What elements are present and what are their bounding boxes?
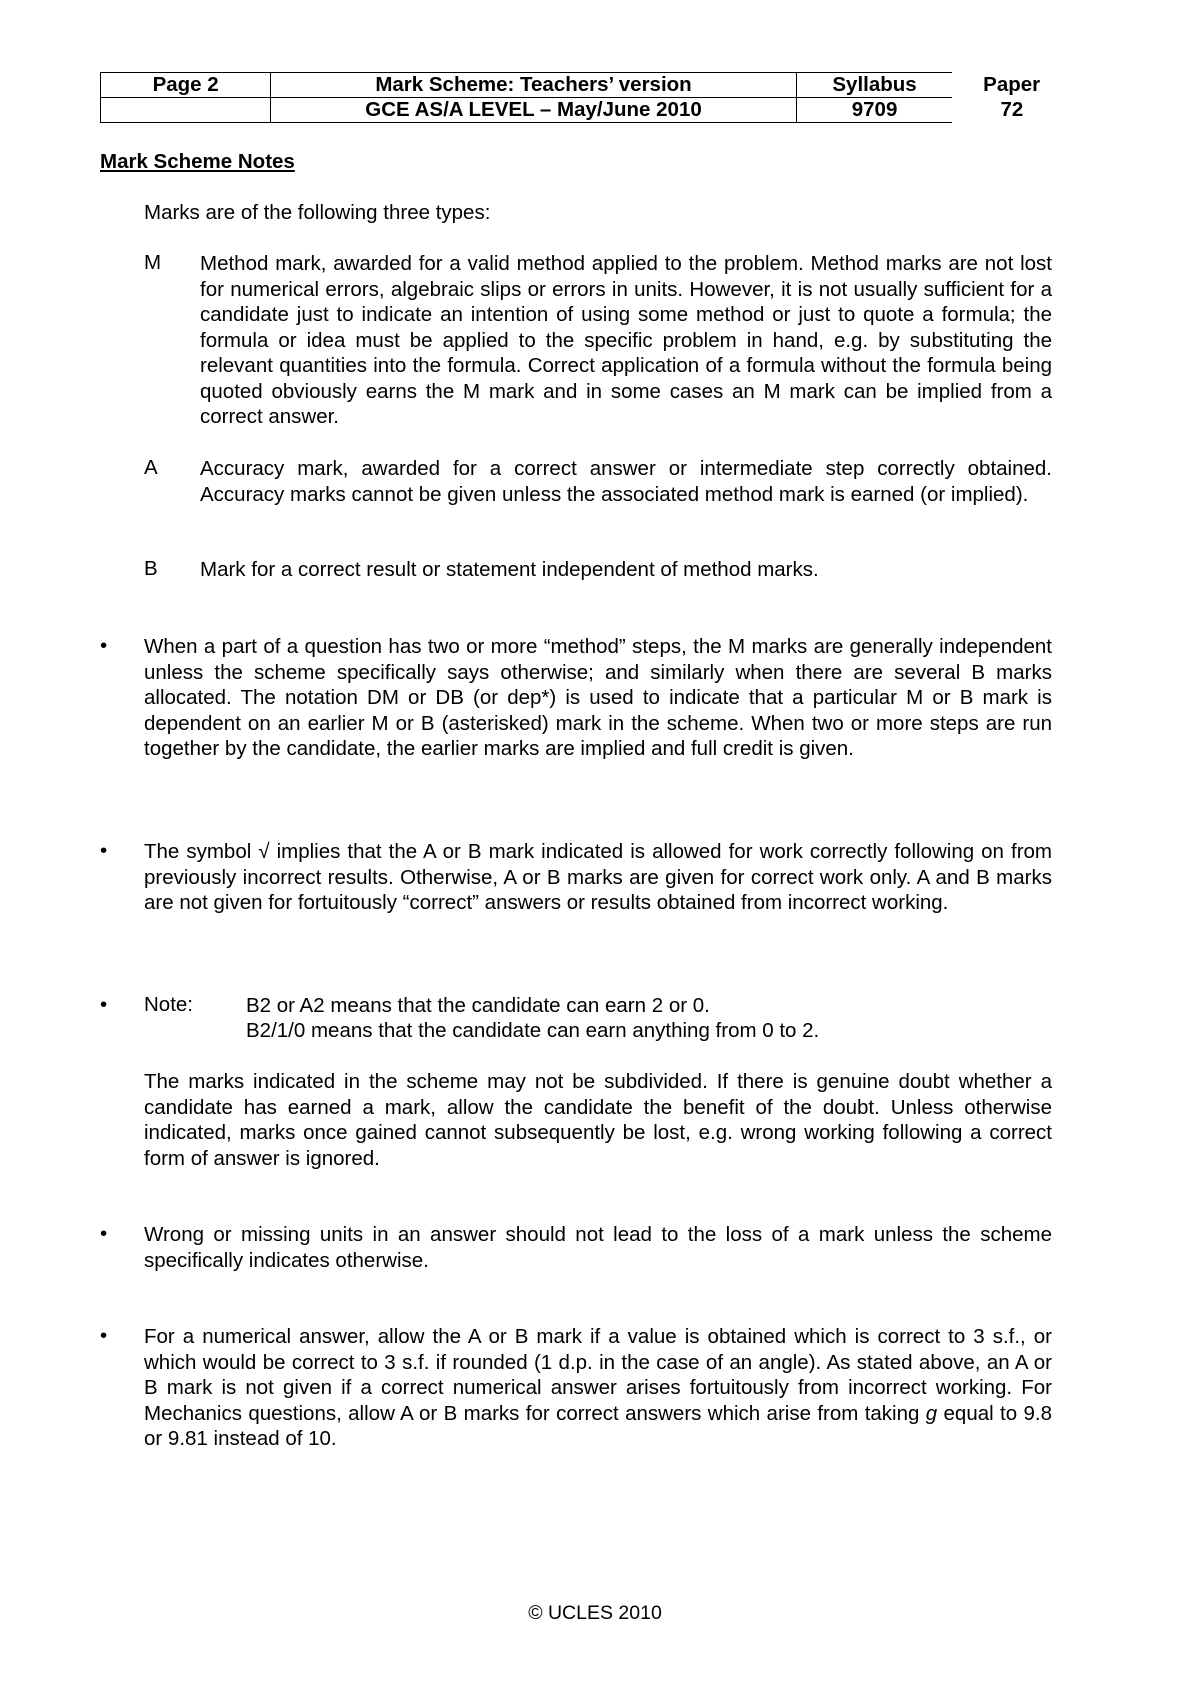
header-syllabus-label: Syllabus [796, 73, 952, 98]
header-paper-value: 72 [1000, 98, 1024, 121]
variable-g: g [925, 1401, 938, 1425]
header-table [100, 72, 1072, 123]
note-line-2: B2/1/0 means that the candidate can earn anything from 0 to 2. [246, 1019, 820, 1042]
mark-type-text-b: Mark for a correct result or statement independent of method marks. [200, 558, 819, 581]
bullet-marker: • [100, 1324, 108, 1347]
header-exam: GCE AS/A LEVEL – May/June 2010 [271, 98, 796, 123]
bullet-marker: • [100, 634, 108, 657]
bullet-marker: • [100, 839, 108, 862]
header-syllabus-value: 9709 [796, 98, 952, 123]
note-label: Note: [144, 993, 193, 1016]
mark-type-key-b: B [144, 557, 158, 580]
header-page: Page 2 [101, 73, 271, 98]
footer-copyright: © UCLES 2010 [528, 1602, 662, 1624]
mark-type-text-a: Accuracy mark, awarded for a correct answer or intermediate step correctly obtained. Accuracy marks cannot be given unless the associated method mark is earned (or implied). [200, 457, 1052, 506]
intro-text: Marks are of the following three types: [144, 201, 491, 224]
mark-type-text-m: Method mark, awarded for a valid method applied to the problem. Method marks are not lost for numerical errors, algebraic slips or errors in units. However, it is not usually sufficient for a candidate just to indicate an intention of using some method or just to quote a formula; the formula or idea must be applied to the specific problem in hand, e.g. by substituting the relevant quantities into the formula. Correct application of a formula without the formula being quoted obviously earns the M mark and in some cases an M mark can be implied from a correct answer. [200, 252, 1052, 428]
bullet-text-numerical-answer [144, 1324, 1052, 1452]
numerical-answer-text: For a numerical answer, allow the A or B mark if a value is obtained which is correct to 3 s.f., or which would be correct to 3 s.f. if rounded (1 d.p. in the case of an angle). As stated above, an A or B mark is not given if a correct numerical answer arises fortuitously from incorrect working. For Mechanics questions, allow A or B marks for correct answers which arise from taking [144, 1325, 1052, 1425]
bullet-text-method-steps: When a part of a question has two or more “method” steps, the M marks are generally independent unless the scheme specifically says otherwise; and similarly when there are several B marks allocated. The notation DM or DB (or dep*) is used to indicate that a particular M or B mark is dependent on an earlier M or B (asterisked) mark in the scheme. When two or more steps are run together by the candidate, the earlier marks are implied and full credit is given. [144, 635, 1052, 760]
mark-type-key-m: M [144, 251, 162, 274]
bullet-text-units: Wrong or missing units in an answer should not lead to the loss of a mark unless the scheme specifically indicates otherwise. [144, 1223, 1052, 1272]
note-paragraph: The marks indicated in the scheme may not be subdivided. If there is genuine doubt whether a candidate has earned a mark, allow the candidate the benefit of the doubt. Unless otherwise indicated, marks once gained cannot subsequently be lost, e.g. wrong working following a correct form of answer is ignored. [144, 1070, 1052, 1170]
bullet-marker: • [100, 1222, 108, 1245]
bullet-text-follow-through: The symbol √ implies that the A or B mark indicated is allowed for work correctly following on from previously incorrect results. Otherwise, A or B marks are given for correct work only. A and B marks are not given for fortuitously “correct” answers or results obtained from incorrect working. [144, 840, 1052, 914]
numerical-answer-text-end: equal to 9.8 or 9.81 instead of 10. [144, 1401, 1053, 1450]
header-doc-title: Mark Scheme: Teachers’ version [271, 73, 796, 98]
note-line-1: B2 or A2 means that the candidate can earn 2 or 0. [246, 994, 710, 1017]
mark-type-key-a: A [144, 456, 158, 479]
header-paper-label: Paper [983, 73, 1041, 96]
bullet-marker: • [100, 993, 108, 1016]
section-title: Mark Scheme Notes [100, 150, 295, 173]
header-empty-cell [101, 98, 271, 123]
